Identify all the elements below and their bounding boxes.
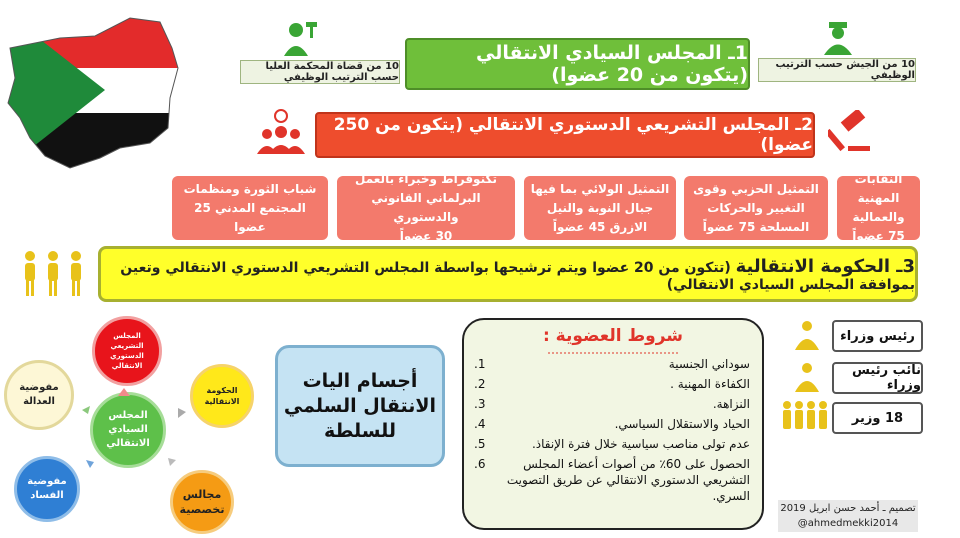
list-item: 4. الحياد والاستقلال السياسي. bbox=[474, 417, 750, 431]
judiciary-note: 10 من قضاة المحكمة العليا حسب الترتيب الوظيفي bbox=[240, 60, 400, 84]
legislative-council-box: 2ـ المجلس التشريعي الدستوري الانتقالي (يتكون من 250 عضوا) bbox=[315, 112, 815, 158]
list-item: 5. عدم تولى مناصب سياسية خلال فترة الإنقاذ. bbox=[474, 437, 750, 451]
prime-minister-icon bbox=[794, 320, 820, 350]
rep-box-parties: التمثيل الحزبي وقوى التغيير والحركات المسلحة 75 عضواً bbox=[684, 176, 828, 240]
membership-conditions-card bbox=[462, 318, 764, 530]
list-item: 6. الحصول على 60٪ من أصوات أعضاء المجلس التشريعي الدستوري الانتقالي عن طريق التصويت السري. bbox=[474, 457, 750, 503]
sovereign-council-box: 1ـ المجلس السيادي الانتقالي (يتكون من 20 عضوا) bbox=[405, 38, 750, 90]
group-idea-icon bbox=[255, 108, 307, 156]
list-item: 3. النزاهة. bbox=[474, 397, 750, 411]
ministers-count-label: 18 وزير bbox=[832, 402, 923, 434]
cycle-government-circle: الحكومة الانتقالية bbox=[190, 364, 254, 428]
cycle-center-circle: المجلس السيادي الانتقالي bbox=[90, 392, 166, 468]
cycle-justice-circle: مفوضية العدالة bbox=[4, 360, 74, 430]
rep-box-unions: النقابات المهنية والعمالية 75 عضواً bbox=[837, 176, 920, 240]
deputy-minister-icon bbox=[794, 362, 820, 392]
prime-minister-label: رئيس وزراء bbox=[832, 320, 923, 352]
rep-box-states: التمثيل الولائي بما فيها جبال النوبة والنيل الازرق 45 عضواً bbox=[524, 176, 676, 240]
people-group-icon bbox=[18, 250, 88, 298]
cycle-corruption-circle: مفوضية الفساد bbox=[14, 456, 80, 522]
transition-bodies-box: أجسام اليات الانتقال السلمي للسلطة bbox=[275, 345, 445, 467]
rep-box-youth: شباب الثورة ومنظمات المجتمع المدني 25 عضوا bbox=[172, 176, 328, 240]
gavel-icon bbox=[828, 110, 872, 154]
sudan-flag-map bbox=[0, 8, 185, 178]
credit-handle: @ahmedmekki2014 bbox=[797, 518, 899, 529]
cycle-legislative-circle: المجلس التشريعي الدستوري الانتقالي bbox=[92, 316, 162, 386]
credit-line1: تصميم ـ أحمد حسن ابريل 2019 bbox=[780, 503, 916, 514]
judge-icon bbox=[282, 20, 322, 58]
membership-list bbox=[474, 356, 750, 508]
list-item: 2. الكفاءة المهنية . bbox=[474, 377, 750, 391]
transitional-government-box: 3ـ الحكومة الانتقالية (تتكون من 20 عضوا ويتم ترشيحها بواسطة المجلس التشريعي الدستوري الانتقالي وتعين بموافقة المجلس السيادي الانتقالي) bbox=[98, 246, 918, 302]
army-note: 10 من الجيش حسب الترتيب الوظيفي bbox=[758, 58, 916, 82]
membership-title: شروط العضوية : bbox=[542, 326, 684, 346]
rep-box-technocrats: تكنوقراط وخبراء بالعمل البرلماني القانوني والدستوري 30 عضواً bbox=[337, 176, 515, 240]
list-item: 1. سوداني الجنسية bbox=[474, 357, 750, 371]
design-credit bbox=[778, 500, 918, 532]
soldier-icon bbox=[820, 20, 856, 56]
deputy-minister-label: نائب رئيس وزراء bbox=[832, 362, 923, 394]
ministers-group-icon bbox=[780, 400, 828, 430]
ministers-panel bbox=[772, 316, 922, 436]
cycle-councils-circle: مجالس تخصصية bbox=[170, 470, 234, 534]
